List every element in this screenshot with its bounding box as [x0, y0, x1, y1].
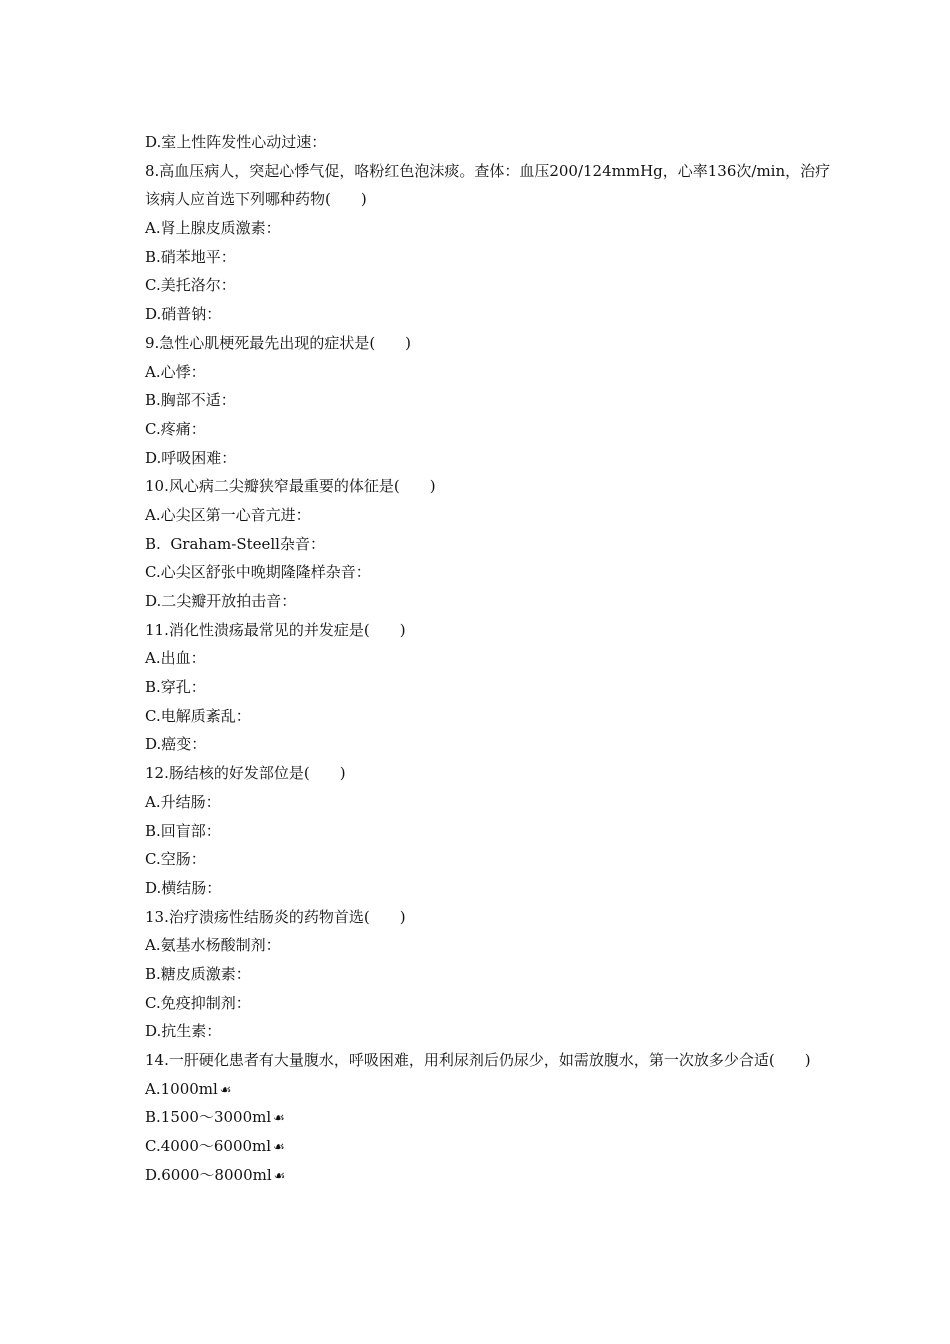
option-a: A.心尖区第一心音亢进： — [145, 505, 311, 524]
end-mark-icon: ☙ — [273, 1168, 285, 1184]
option-a: A.出血： — [145, 649, 206, 668]
option-b-row — [145, 1103, 835, 1132]
question-8: 8.高血压病人，突起心悸气促，咯粉红色泡沫痰。查体：血压200/124mmHg，心率136次/min，治疗该病人应首选下列哪种药物( ) — [145, 161, 831, 209]
option-a: A.心悸： — [145, 362, 206, 381]
option-c: C.4000～6000ml — [145, 1137, 272, 1156]
document-page — [145, 128, 835, 1189]
option-b: B.胸部不适： — [145, 391, 236, 410]
option-c: C.心尖区舒张中晚期隆隆样杂音： — [145, 563, 371, 582]
option-d: D.癌变： — [145, 735, 207, 754]
question-9: 9.急性心肌梗死最先出现的症状是( ) — [145, 333, 412, 352]
option-d: D.二尖瓣开放拍击音： — [145, 592, 297, 611]
option-c: C.电解质紊乱： — [145, 706, 251, 725]
option-b: B.穿孔： — [145, 678, 206, 697]
option-d: D.横结肠： — [145, 878, 222, 897]
option-c: C.空肠： — [145, 850, 206, 869]
option-d: D.室上性阵发性心动过速： — [145, 133, 327, 151]
option-a: A.肾上腺皮质激素： — [145, 219, 281, 238]
option-a: A.1000ml — [145, 1079, 218, 1098]
option-c: C.免疫抑制剂： — [145, 993, 251, 1012]
option-d: D.6000～8000ml — [145, 1165, 272, 1184]
option-b: B.硝苯地平： — [145, 247, 236, 266]
question-13: 13.治疗溃疡性结肠炎的药物首选( ) — [145, 907, 406, 926]
option-d: D.呼吸困难： — [145, 448, 237, 467]
option-b: B.糖皮质激素： — [145, 964, 251, 983]
end-mark-icon: ☙ — [273, 1111, 284, 1127]
option-b: B.回盲部： — [145, 821, 221, 840]
option-c: C.疼痛： — [145, 419, 206, 438]
option-d-row — [145, 1161, 835, 1190]
end-mark-icon: ☙ — [273, 1140, 284, 1156]
option-a-row — [145, 1075, 835, 1104]
option-b: B.1500～3000ml — [145, 1108, 272, 1127]
question-11: 11.消化性溃疡最常见的并发症是( ) — [145, 620, 406, 639]
option-d: D.抗生素： — [145, 1022, 222, 1041]
option-a: A.升结肠： — [145, 792, 221, 811]
option-c-row — [145, 1132, 835, 1161]
option-c: C.美托洛尔： — [145, 276, 236, 295]
question-12: 12.肠结核的好发部位是( ) — [145, 764, 346, 783]
option-a: A.氨基水杨酸制剂： — [145, 936, 281, 955]
question-10: 10.风心病二尖瓣狭窄最重要的体征是( ) — [145, 477, 436, 496]
end-mark-icon: ☙ — [219, 1082, 231, 1098]
question-14: 14.一肝硬化患者有大量腹水，呼吸困难，用利尿剂后仍尿少，如需放腹水，第一次放多少合适( ) — [145, 1051, 811, 1070]
option-b: B. Graham-Steell杂音： — [145, 534, 325, 553]
option-d: D.硝普钠： — [145, 305, 222, 324]
